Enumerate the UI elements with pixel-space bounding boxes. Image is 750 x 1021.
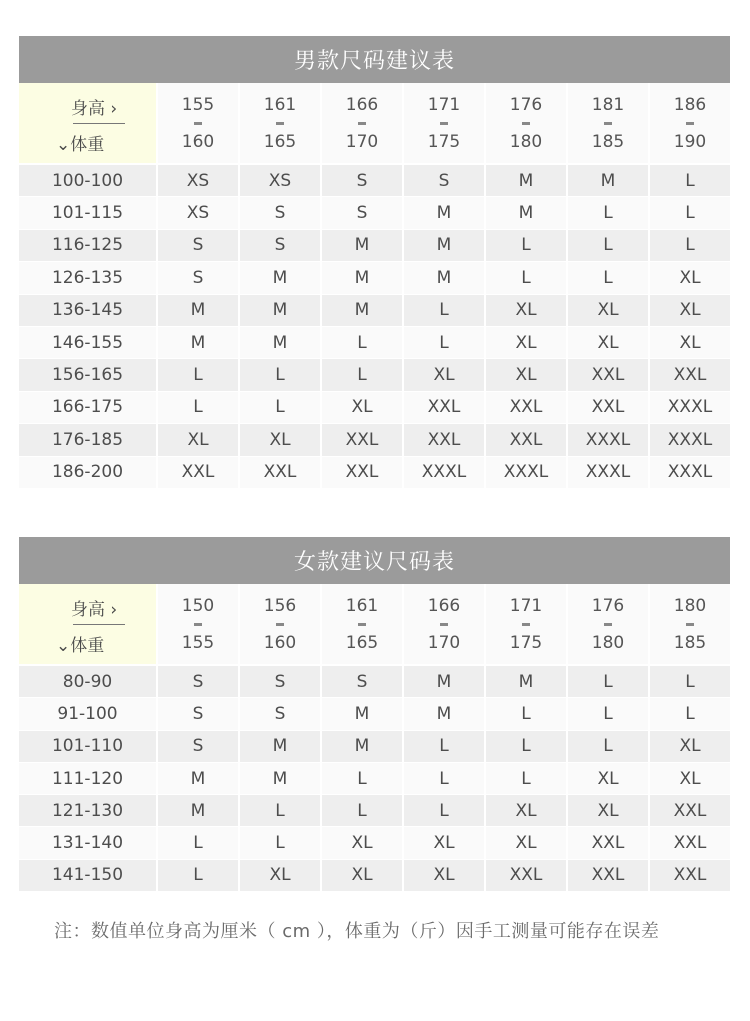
size-cell: XL — [648, 763, 730, 795]
size-cell: L — [648, 230, 730, 262]
corner-cell — [19, 83, 156, 163]
table-row — [19, 392, 730, 424]
table-row — [19, 295, 730, 327]
size-cell: XXXL — [566, 424, 648, 456]
size-cell: XL — [566, 295, 648, 327]
size-cell: M — [484, 666, 566, 698]
weight-axis-label: ⌄体重 — [56, 636, 105, 656]
weight-range-cell: 101-115 — [19, 197, 156, 229]
size-cell: XXL — [402, 392, 484, 424]
size-cell: L — [566, 698, 648, 730]
size-cell: XXXL — [484, 457, 566, 489]
weight-range-cell: 121-130 — [19, 795, 156, 827]
size-cell: L — [566, 731, 648, 763]
size-cell: XXL — [566, 827, 648, 859]
size-cell: M — [320, 731, 402, 763]
height-from: 171 — [509, 595, 543, 616]
size-cell: M — [402, 197, 484, 229]
header-row — [19, 83, 730, 165]
men-size-chart — [19, 36, 730, 489]
size-cell: S — [156, 666, 238, 698]
range-dash — [194, 623, 202, 626]
height-axis-label: 身高 › — [71, 99, 118, 119]
height-range-header — [648, 584, 730, 664]
corner-cell — [19, 584, 156, 664]
size-cell: XXXL — [402, 457, 484, 489]
size-cell: L — [484, 763, 566, 795]
height-range-header — [484, 584, 566, 664]
size-cell: M — [402, 262, 484, 294]
height-from: 150 — [181, 595, 215, 616]
size-cell: XL — [484, 295, 566, 327]
size-cell: XL — [484, 827, 566, 859]
height-from: 186 — [673, 94, 707, 115]
weight-range-cell: 166-175 — [19, 392, 156, 424]
size-cell: L — [238, 795, 320, 827]
size-cell: M — [320, 230, 402, 262]
size-cell: M — [402, 698, 484, 730]
size-cell: L — [238, 392, 320, 424]
height-range-header — [320, 584, 402, 664]
range-dash — [440, 122, 448, 125]
height-to: 180 — [591, 632, 625, 653]
size-cell: L — [402, 795, 484, 827]
weight-range-cell: 141-150 — [19, 860, 156, 892]
size-cell: M — [402, 230, 484, 262]
size-cell: M — [156, 795, 238, 827]
size-cell: M — [238, 327, 320, 359]
size-cell: XS — [238, 165, 320, 197]
size-cell: L — [320, 327, 402, 359]
size-cell: M — [156, 327, 238, 359]
height-from: 161 — [263, 94, 297, 115]
weight-range-cell: 126-135 — [19, 262, 156, 294]
table-row — [19, 666, 730, 698]
height-to: 190 — [673, 131, 707, 152]
height-range-header — [402, 83, 484, 163]
size-cell: M — [566, 165, 648, 197]
height-range-header — [566, 584, 648, 664]
size-cell: L — [648, 197, 730, 229]
size-cell: XS — [156, 197, 238, 229]
size-cell: XL — [566, 327, 648, 359]
range-dash — [194, 122, 202, 125]
weight-range-cell: 156-165 — [19, 359, 156, 391]
size-cell: M — [320, 262, 402, 294]
weight-range-cell: 186-200 — [19, 457, 156, 489]
weight-range-cell: 176-185 — [19, 424, 156, 456]
size-cell: XL — [648, 295, 730, 327]
corner-divider — [73, 624, 125, 625]
height-range-header — [238, 584, 320, 664]
size-cell: L — [156, 860, 238, 892]
size-cell: M — [156, 295, 238, 327]
table-row — [19, 262, 730, 294]
size-cell: M — [238, 262, 320, 294]
table-row — [19, 827, 730, 859]
size-cell: XL — [402, 860, 484, 892]
height-axis-label: 身高 › — [71, 600, 118, 620]
weight-range-cell: 146-155 — [19, 327, 156, 359]
range-dash — [358, 623, 366, 626]
height-to: 180 — [509, 131, 543, 152]
size-cell: XXL — [648, 359, 730, 391]
range-dash — [522, 623, 530, 626]
size-cell: XL — [156, 424, 238, 456]
size-cell: M — [320, 698, 402, 730]
height-from: 166 — [427, 595, 461, 616]
size-cell: XXXL — [648, 457, 730, 489]
height-range-header — [566, 83, 648, 163]
size-cell: L — [566, 197, 648, 229]
size-cell: L — [648, 698, 730, 730]
weight-range-cell: 91-100 — [19, 698, 156, 730]
corner-divider — [73, 123, 125, 124]
table-row — [19, 860, 730, 892]
size-cell: XL — [402, 827, 484, 859]
size-cell: M — [320, 295, 402, 327]
size-cell: S — [156, 731, 238, 763]
height-to: 175 — [509, 632, 543, 653]
weight-range-cell: 101-110 — [19, 731, 156, 763]
table-row — [19, 327, 730, 359]
size-cell: XL — [484, 795, 566, 827]
size-cell: L — [484, 230, 566, 262]
size-cell: XL — [566, 795, 648, 827]
table-row — [19, 424, 730, 456]
size-cell: M — [156, 763, 238, 795]
header-row — [19, 584, 730, 666]
size-cell: XL — [566, 763, 648, 795]
chart-title: 男款尺码建议表 — [19, 36, 730, 83]
size-cell: L — [320, 359, 402, 391]
size-cell: S — [320, 197, 402, 229]
size-cell: XS — [156, 165, 238, 197]
size-cell: L — [402, 731, 484, 763]
size-cell: S — [238, 230, 320, 262]
height-range-header — [484, 83, 566, 163]
weight-range-cell: 136-145 — [19, 295, 156, 327]
height-range-header — [156, 83, 238, 163]
size-cell: L — [156, 392, 238, 424]
footnote: 注：数值单位身高为厘米（ cm ），体重为（斤）因手工测量可能存在误差 — [54, 921, 660, 942]
weight-range-cell: 116-125 — [19, 230, 156, 262]
size-cell: L — [156, 827, 238, 859]
size-cell: XXL — [320, 424, 402, 456]
height-to: 170 — [345, 131, 379, 152]
size-cell: L — [484, 731, 566, 763]
size-cell: L — [402, 295, 484, 327]
weight-range-cell: 111-120 — [19, 763, 156, 795]
size-cell: XL — [648, 262, 730, 294]
size-cell: S — [238, 197, 320, 229]
size-cell: L — [238, 359, 320, 391]
height-to: 175 — [427, 131, 461, 152]
weight-range-cell: 100-100 — [19, 165, 156, 197]
height-to: 160 — [263, 632, 297, 653]
size-cell: L — [238, 827, 320, 859]
size-cell: S — [402, 165, 484, 197]
size-cell: M — [484, 197, 566, 229]
height-range-header — [402, 584, 484, 664]
range-dash — [440, 623, 448, 626]
size-cell: L — [484, 262, 566, 294]
height-from: 161 — [345, 595, 379, 616]
size-cell: S — [156, 698, 238, 730]
size-cell: L — [648, 666, 730, 698]
height-from: 176 — [591, 595, 625, 616]
size-cell: XXL — [566, 359, 648, 391]
height-from: 155 — [181, 94, 215, 115]
size-cell: S — [238, 698, 320, 730]
weight-axis-label: ⌄体重 — [56, 135, 105, 155]
size-cell: XL — [484, 359, 566, 391]
size-cell: L — [648, 165, 730, 197]
range-dash — [358, 122, 366, 125]
size-cell: S — [238, 666, 320, 698]
size-cell: L — [156, 359, 238, 391]
height-from: 181 — [591, 94, 625, 115]
range-dash — [604, 122, 612, 125]
size-cell: S — [320, 666, 402, 698]
size-cell: XXL — [648, 860, 730, 892]
height-to: 165 — [263, 131, 297, 152]
table-row — [19, 457, 730, 489]
height-to: 185 — [591, 131, 625, 152]
size-cell: XXL — [238, 457, 320, 489]
height-to: 160 — [181, 131, 215, 152]
height-to: 155 — [181, 632, 215, 653]
size-cell: XL — [648, 327, 730, 359]
height-from: 156 — [263, 595, 297, 616]
size-cell: L — [320, 763, 402, 795]
height-from: 171 — [427, 94, 461, 115]
size-cell: XL — [484, 327, 566, 359]
height-range-header — [320, 83, 402, 163]
size-cell: XL — [320, 860, 402, 892]
height-from: 166 — [345, 94, 379, 115]
table-row — [19, 795, 730, 827]
table-row — [19, 197, 730, 229]
range-dash — [522, 122, 530, 125]
size-cell: XXXL — [648, 392, 730, 424]
range-dash — [604, 623, 612, 626]
height-range-header — [156, 584, 238, 664]
size-cell: XL — [402, 359, 484, 391]
size-cell: L — [566, 666, 648, 698]
size-cell: XL — [238, 424, 320, 456]
weight-range-cell: 131-140 — [19, 827, 156, 859]
table-row — [19, 359, 730, 391]
size-cell: XXXL — [648, 424, 730, 456]
size-cell: M — [402, 666, 484, 698]
table-row — [19, 698, 730, 730]
size-cell: S — [320, 165, 402, 197]
size-cell: L — [320, 795, 402, 827]
size-cell: L — [402, 763, 484, 795]
height-range-header — [238, 83, 320, 163]
size-cell: M — [238, 731, 320, 763]
table-row — [19, 230, 730, 262]
height-to: 185 — [673, 632, 707, 653]
size-cell: S — [156, 230, 238, 262]
range-dash — [686, 623, 694, 626]
size-cell: XXL — [566, 860, 648, 892]
size-cell: XXL — [484, 860, 566, 892]
size-cell: L — [566, 230, 648, 262]
size-cell: XL — [320, 392, 402, 424]
size-cell: XXL — [648, 795, 730, 827]
range-dash — [686, 122, 694, 125]
size-cell: M — [484, 165, 566, 197]
size-cell: XL — [320, 827, 402, 859]
size-cell: XXXL — [566, 457, 648, 489]
size-cell: M — [238, 763, 320, 795]
table-row — [19, 763, 730, 795]
height-to: 165 — [345, 632, 379, 653]
size-cell: XXL — [402, 424, 484, 456]
height-to: 170 — [427, 632, 461, 653]
size-cell: S — [156, 262, 238, 294]
size-cell: XXL — [156, 457, 238, 489]
table-row — [19, 731, 730, 763]
size-cell: XL — [238, 860, 320, 892]
women-size-chart — [19, 537, 730, 892]
height-from: 180 — [673, 595, 707, 616]
range-dash — [276, 122, 284, 125]
size-cell: XXL — [484, 392, 566, 424]
size-cell: XXL — [566, 392, 648, 424]
height-range-header — [648, 83, 730, 163]
size-cell: L — [566, 262, 648, 294]
size-cell: XXL — [648, 827, 730, 859]
size-cell: XXL — [484, 424, 566, 456]
size-cell: XL — [648, 731, 730, 763]
size-cell: L — [402, 327, 484, 359]
size-cell: XXL — [320, 457, 402, 489]
table-row — [19, 165, 730, 197]
height-from: 176 — [509, 94, 543, 115]
size-cell: M — [238, 295, 320, 327]
weight-range-cell: 80-90 — [19, 666, 156, 698]
range-dash — [276, 623, 284, 626]
chart-title: 女款建议尺码表 — [19, 537, 730, 584]
size-cell: L — [484, 698, 566, 730]
